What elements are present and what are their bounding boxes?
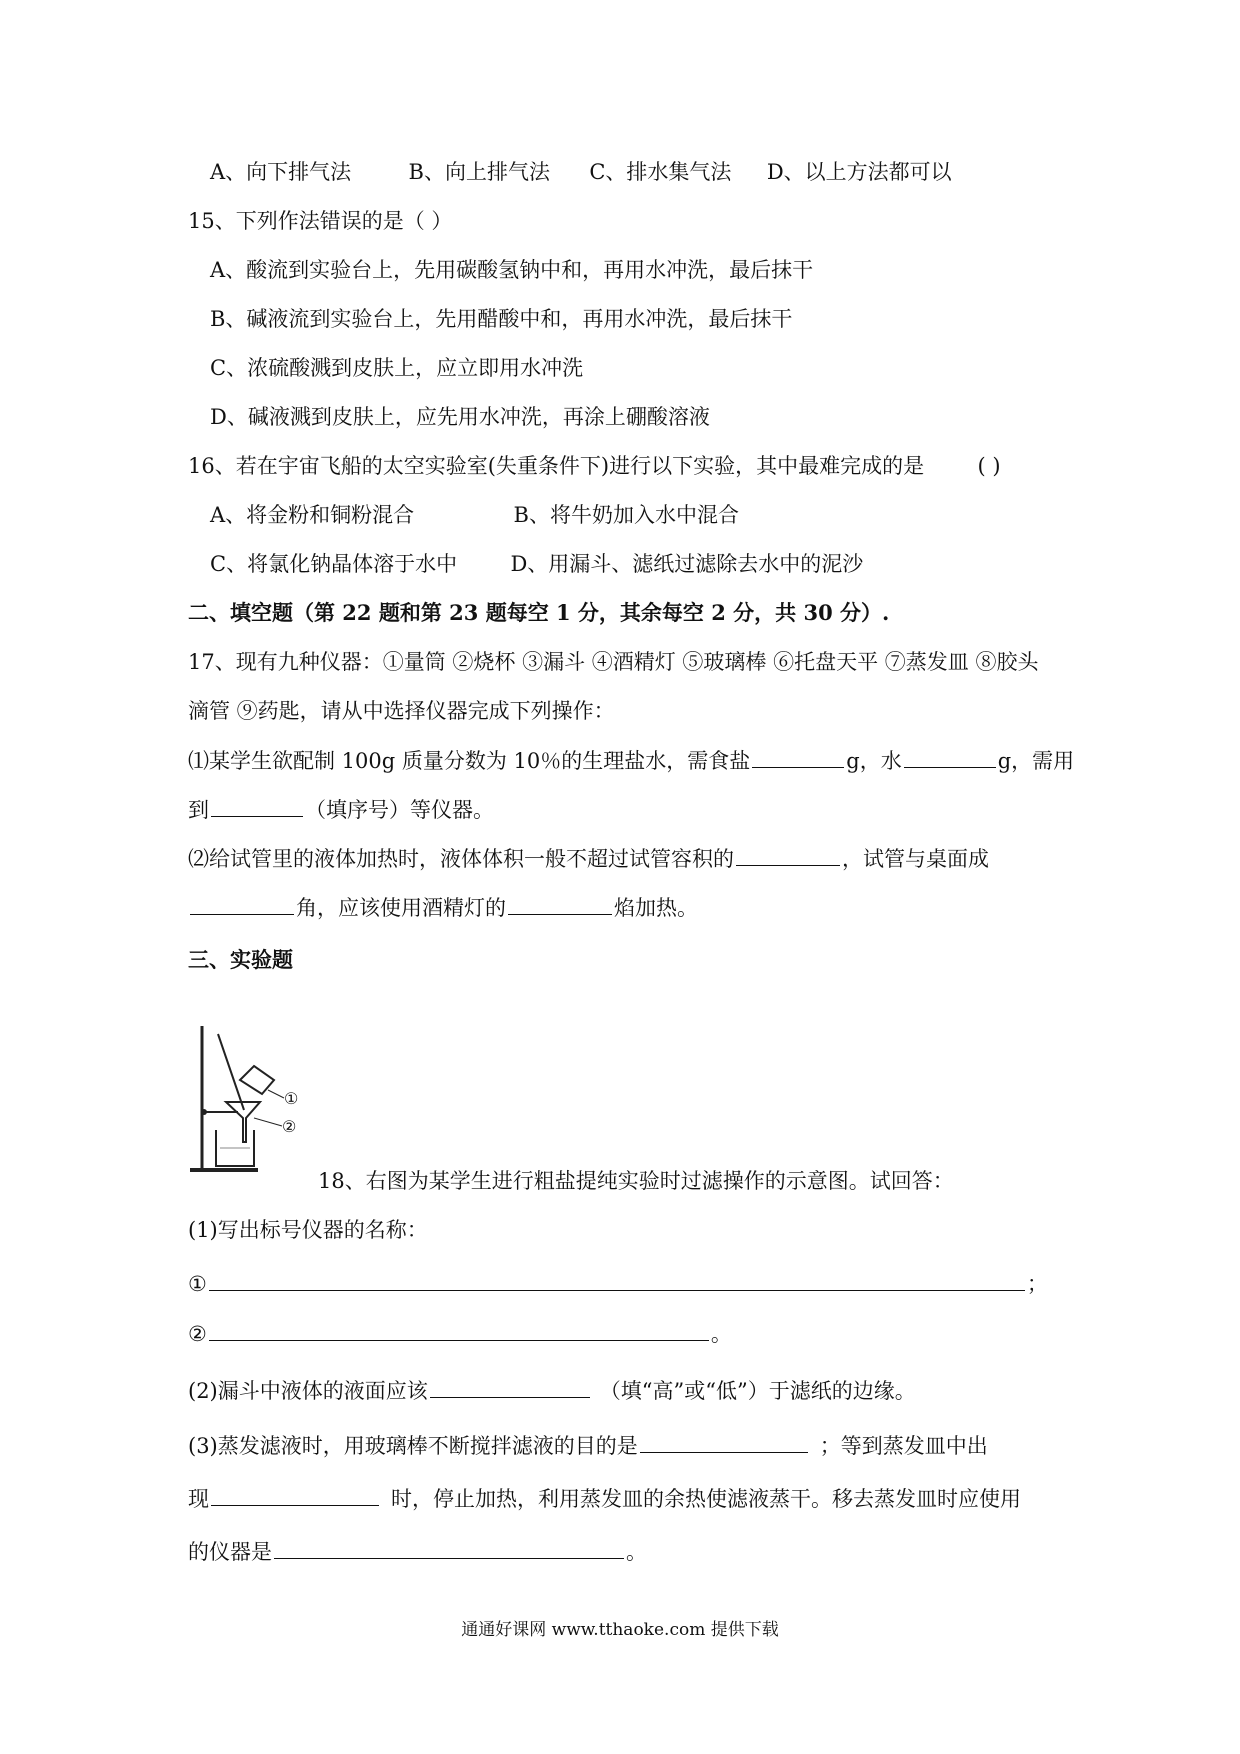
instruments-blank[interactable] [211, 794, 303, 817]
q16-stem-text: 16、若在宇宙飞船的太空实验室(失重条件下)进行以下实验，其中最难完成的是 [188, 454, 925, 478]
q17-part2-text-b: ，试管与桌面成 [842, 847, 989, 871]
q18-stem: 18、右图为某学生进行粗盐提纯实验时过滤操作的示意图。试回答： [318, 1169, 954, 1193]
q16-option-a: A、将金粉和铜粉混合 [210, 503, 415, 527]
volume-fraction-blank[interactable] [736, 843, 840, 866]
q18-part2-text-b: （填“高”或“低”）于滤纸的边缘。 [599, 1379, 916, 1403]
q16-option-c: C、将氯化钠晶体溶于水中 [210, 552, 458, 576]
q17-part1-cont [188, 794, 494, 825]
filtration-apparatus-figure [188, 1022, 310, 1174]
instrument2-blank[interactable] [209, 1318, 709, 1341]
q14-options [210, 157, 952, 187]
glass-rod [218, 1034, 244, 1110]
q14-option-b: B、向上排气法 [408, 160, 550, 184]
q18-part3-cont [188, 1483, 1021, 1514]
q18-part1: (1)写出标号仪器的名称： [188, 1218, 428, 1242]
q18-part3-text-f: 。 [626, 1540, 647, 1564]
q18-end1: ； [1026, 1272, 1048, 1296]
q18-part3 [188, 1430, 988, 1461]
q15-option-b: B、碱液流到实验台上，先用醋酸中和，再用水冲洗，最后抹干 [210, 307, 793, 331]
instrument1-blank[interactable] [209, 1268, 1025, 1291]
q14-option-d: D、以上方法都可以 [766, 160, 952, 184]
pouring-beaker [240, 1066, 274, 1094]
q17-part2-text-d: 焰加热。 [614, 896, 698, 920]
q16-paren: ( ) [977, 454, 1001, 478]
remove-dish-instrument-blank[interactable] [274, 1536, 624, 1559]
q18-answer1-row [188, 1268, 1048, 1299]
q18-part3-text-a: (3)蒸发滤液时，用玻璃棒不断搅拌滤液的目的是 [188, 1434, 638, 1458]
q17-part1-text-a: ⑴某学生欲配制 100g 质量分数为 10％的生理盐水，需食盐 [188, 749, 751, 773]
label-one: ① [284, 1089, 299, 1108]
q18-part3-text-d: 时，停止加热，利用蒸发皿的余热使滤液蒸干。移去蒸发皿时应使用 [391, 1487, 1021, 1511]
q18-part2 [188, 1375, 916, 1406]
q17-part1 [188, 745, 1074, 776]
q17-part2-cont [188, 892, 698, 923]
stop-heating-blank[interactable] [211, 1483, 379, 1506]
q17-part2-text-a: ⑵给试管里的液体加热时，液体体积一般不超过试管容积的 [188, 847, 734, 871]
q17-part1-text-c: g，需用 [997, 749, 1075, 773]
q18-answer2-row [188, 1318, 732, 1349]
q17-part2-text-c: 角，应该使用酒精灯的 [296, 896, 506, 920]
q15-option-c: C、浓硫酸溅到皮肤上，应立即用水冲洗 [210, 356, 584, 380]
section2-title: 二、填空题（第 22 题和第 23 题每空 1 分，其余每空 2 分，共 30 分）. [188, 600, 890, 625]
q14-option-c: C、排水集气法 [589, 160, 732, 184]
flame-blank[interactable] [508, 892, 612, 915]
q18-part2-text-a: (2)漏斗中液体的液面应该 [188, 1379, 428, 1403]
label-two: ② [282, 1117, 297, 1136]
stirring-purpose-blank[interactable] [640, 1430, 808, 1453]
q14-option-a: A、向下排气法 [210, 160, 352, 184]
q18-part3-text-e: 的仪器是 [188, 1540, 272, 1564]
q16-option-b: B、将牛奶加入水中混合 [513, 503, 739, 527]
angle-blank[interactable] [190, 892, 294, 915]
q15-stem: 15、下列作法错误的是（ ） [188, 209, 453, 233]
footer-source: 通通好课网 www.tthaoke.com 提供下载 [461, 1620, 779, 1640]
q17-part1-text-d: 到 [188, 798, 209, 822]
q17-line1: 17、现有九种仪器：①量筒 ②烧杯 ③漏斗 ④酒精灯 ⑤玻璃棒 ⑥托盘天平 ⑦蒸发皿 ⑧胶头 [188, 650, 1039, 674]
q16-option-d: D、用漏斗、滤纸过滤除去水中的泥沙 [510, 552, 864, 576]
q18-mark2: ② [188, 1322, 207, 1346]
q15-option-d: D、碱液溅到皮肤上，应先用水冲洗，再涂上硼酸溶液 [210, 405, 710, 429]
q18-part3-text-b: ；等到蒸发皿中出 [819, 1434, 988, 1458]
water-mass-blank[interactable] [904, 745, 996, 768]
q16-options-row1 [210, 500, 739, 530]
q18-mark1: ① [188, 1272, 207, 1296]
q16-stem [188, 451, 1001, 481]
q17-part2 [188, 843, 989, 874]
q18-part3-text-c: 现 [188, 1487, 209, 1511]
q17-part1-text-e: （填序号）等仪器。 [305, 798, 494, 822]
q18-end2: 。 [710, 1322, 732, 1346]
section3-title: 三、实验题 [188, 947, 293, 972]
q17-part1-text-b: g，水 [846, 749, 902, 773]
q15-option-a: A、酸流到实验台上，先用碳酸氢钠中和，再用水冲洗，最后抹干 [210, 258, 814, 282]
salt-mass-blank[interactable] [752, 745, 844, 768]
q17-line2: 滴管 ⑨药匙，请从中选择仪器完成下列操作： [188, 699, 615, 723]
q18-part3-end [188, 1536, 647, 1567]
liquid-level-blank[interactable] [430, 1375, 590, 1398]
q16-options-row2 [210, 549, 863, 579]
